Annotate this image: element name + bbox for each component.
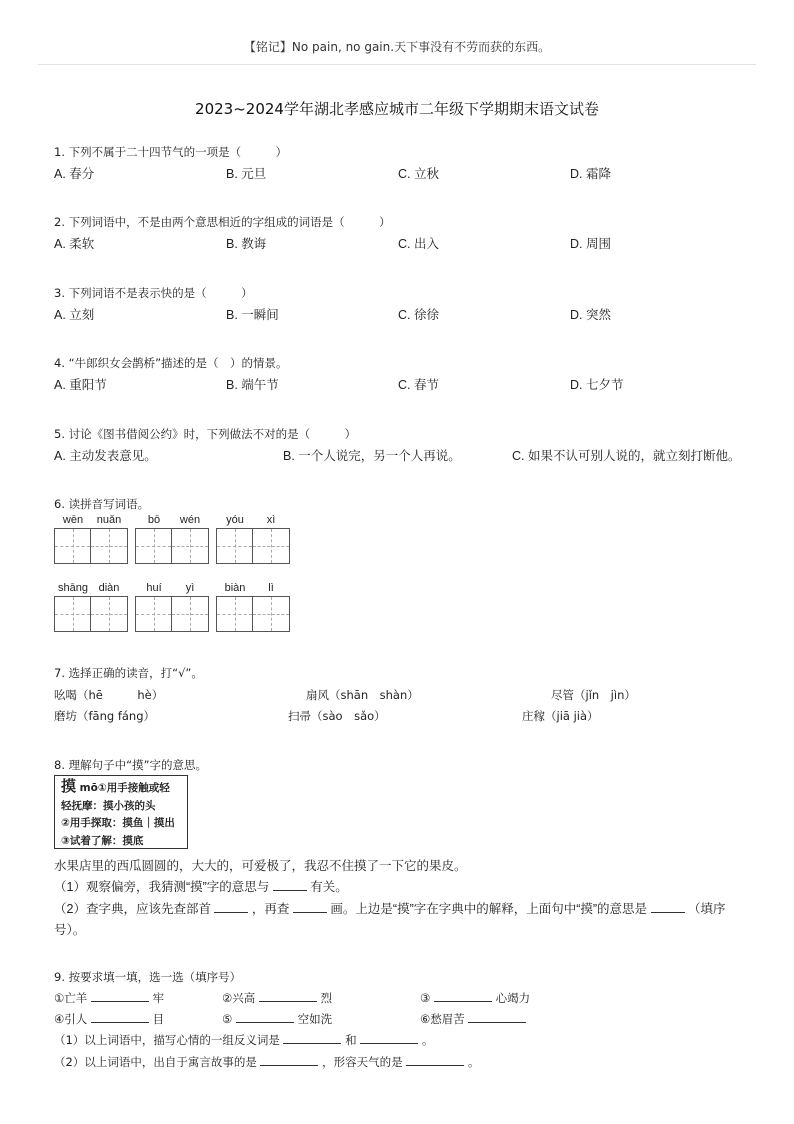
pinyin-label: nuǎn xyxy=(96,514,122,526)
q7-item-yaohe[interactable]: 吆喝（hē hè） xyxy=(54,688,164,702)
q4-option-b[interactable]: B. 端午节 xyxy=(226,378,279,392)
answer-blank[interactable] xyxy=(434,1001,492,1002)
answer-blank[interactable] xyxy=(273,890,307,891)
dictionary-char: 摸 xyxy=(61,777,77,795)
q5-option-c[interactable]: C. 如果不认可别人说的，就立刻打断他。 xyxy=(512,449,741,463)
q9-text: 。 xyxy=(421,1033,434,1047)
answer-blank[interactable] xyxy=(91,1022,149,1023)
q9-text: ⑥愁眉苦 xyxy=(420,1012,465,1026)
q9-stem: 9. 按要求填一填，选一选（填序号） xyxy=(54,970,242,984)
writing-grid[interactable] xyxy=(54,528,128,564)
dictionary-line: mō①用手接触或轻 xyxy=(79,782,170,794)
dictionary-line: ③试着了解：摸底 xyxy=(61,834,144,847)
q8-sub1-text: （1）观察偏旁，我猜测“摸”字的意思与 xyxy=(54,880,270,894)
q5-option-b[interactable]: B. 一个人说完，另一个人再说。 xyxy=(283,449,461,463)
answer-blank[interactable] xyxy=(651,912,685,913)
q2-option-d[interactable]: D. 周围 xyxy=(570,237,611,251)
q9-text: 牢 xyxy=(152,991,165,1005)
q8-sub1 xyxy=(54,877,348,895)
q4-option-a[interactable]: A. 重阳节 xyxy=(54,378,107,392)
pinyin-label: diàn xyxy=(98,582,120,594)
q9-text: （2）以上词语中，出自于寓言故事的是 xyxy=(54,1055,257,1069)
q9-sub2 xyxy=(54,1054,479,1070)
writing-grid[interactable] xyxy=(135,596,209,632)
q9-text: 心竭力 xyxy=(495,991,531,1005)
q3-option-c[interactable]: C. 徐徐 xyxy=(398,308,439,322)
q9-text: ①亡羊 xyxy=(54,991,88,1005)
q4-option-c[interactable]: C. 春节 xyxy=(398,378,439,392)
q9-text: （1）以上词语中，描写心情的一组反义词是 xyxy=(54,1033,280,1047)
q7-item-jinguan[interactable]: 尽管（jǐn jìn） xyxy=(551,688,636,702)
pinyin-label: yóu xyxy=(226,514,244,526)
q3-stem: 3. 下列词语不是表示快的是（ ） xyxy=(54,286,253,300)
q1-option-d[interactable]: D. 霜降 xyxy=(570,167,611,181)
q8-sub1-text-end: 有关。 xyxy=(310,880,348,894)
q3-option-b[interactable]: B. 一瞬间 xyxy=(226,308,279,322)
answer-blank[interactable] xyxy=(360,1043,418,1044)
pinyin-label: wēn xyxy=(62,514,84,526)
q1-option-c[interactable]: C. 立秋 xyxy=(398,167,439,181)
q1-option-b[interactable]: B. 元旦 xyxy=(226,167,267,181)
pinyin-label: yì xyxy=(185,582,195,594)
q9-item-6 xyxy=(420,1011,526,1027)
q9-text: ③ xyxy=(420,991,431,1005)
writing-grid[interactable] xyxy=(54,596,128,632)
dictionary-entry-box xyxy=(54,775,188,849)
q8-stem: 8. 理解句子中“摸”字的意思。 xyxy=(54,758,208,772)
answer-blank[interactable] xyxy=(236,1022,294,1023)
dictionary-line: 轻抚摩：摸小孩的头 xyxy=(61,799,156,812)
q2-option-b[interactable]: B. 教诲 xyxy=(226,237,267,251)
q9-text: 空如洗 xyxy=(297,1012,333,1026)
q1-option-a[interactable]: A. 春分 xyxy=(54,167,95,181)
q9-sub1 xyxy=(54,1032,433,1048)
pinyin-label: biàn xyxy=(224,582,246,594)
q2-stem: 2. 下列词语中，不是由两个意思相近的字组成的词语是（ ） xyxy=(54,215,391,229)
q7-stem: 7. 选择正确的读音，打“√”。 xyxy=(54,666,203,680)
answer-blank[interactable] xyxy=(468,1022,526,1023)
q8-sub2-text: ，再查 xyxy=(251,902,290,916)
q8-sentence: 水果店里的西瓜圆圆的，大大的，可爱极了，我忍不住摸了一下它的果皮。 xyxy=(54,859,467,873)
answer-blank[interactable] xyxy=(259,1001,317,1002)
q1-stem: 1. 下列不属于二十四节气的一项是（ ） xyxy=(54,145,288,159)
answer-blank[interactable] xyxy=(214,912,248,913)
answer-blank[interactable] xyxy=(293,912,327,913)
q9-item-4 xyxy=(54,1011,164,1027)
writing-grid[interactable] xyxy=(135,528,209,564)
answer-blank[interactable] xyxy=(283,1043,341,1044)
q6-stem: 6. 读拼音写词语。 xyxy=(54,497,150,511)
q4-stem: 4. “牛郎织女会鹊桥”描述的是（ ）的情景。 xyxy=(54,356,288,370)
q9-text: ④引人 xyxy=(54,1012,88,1026)
q8-sub2-text: （2）查字典，应该先查部首 xyxy=(54,902,211,916)
pinyin-label: bō xyxy=(147,514,161,526)
q2-option-a[interactable]: A. 柔软 xyxy=(54,237,95,251)
q9-item-5 xyxy=(222,1011,332,1027)
q9-text: 烈 xyxy=(320,991,333,1005)
q9-item-3 xyxy=(420,990,530,1006)
dictionary-line: ②用手探取：摸鱼｜摸出 xyxy=(61,817,175,829)
q2-option-c[interactable]: C. 出入 xyxy=(398,237,439,251)
q9-text: ⑤ xyxy=(222,1012,233,1026)
q9-text: 目 xyxy=(152,1012,165,1026)
pinyin-label: wén xyxy=(179,514,201,526)
answer-blank[interactable] xyxy=(91,1001,149,1002)
pinyin-label: xì xyxy=(266,514,276,526)
q8-sub2 xyxy=(54,899,726,917)
page-header-motto: 【铭记】No pain, no gain.天下事没有不劳而获的东西。 xyxy=(243,40,551,54)
q9-text: 和 xyxy=(345,1033,357,1047)
q3-option-d[interactable]: D. 突然 xyxy=(570,308,611,322)
q8-sub2-text: 画。上边是“摸”字在字典中的解释，上面句中“摸”的意思是 xyxy=(330,902,648,916)
q8-sub2-continued: 号）。 xyxy=(54,923,86,937)
writing-grid[interactable] xyxy=(216,528,290,564)
q9-item-1 xyxy=(54,990,164,1006)
q8-sub2-text: （填序 xyxy=(688,902,726,916)
writing-grid[interactable] xyxy=(216,596,290,632)
q3-option-a[interactable]: A. 立刻 xyxy=(54,308,95,322)
answer-blank[interactable] xyxy=(260,1065,318,1066)
q7-item-mofang[interactable]: 磨坊（fāng fáng） xyxy=(54,709,156,723)
answer-blank[interactable] xyxy=(406,1065,464,1066)
header-divider xyxy=(38,64,756,65)
exam-title: 2023~2024学年湖北孝感应城市二年级下学期期末语文试卷 xyxy=(195,100,599,118)
q9-text: 。 xyxy=(467,1055,480,1069)
q7-item-zhuangjia[interactable]: 庄稼（jiā jià） xyxy=(522,709,599,723)
q7-item-shanfeng[interactable]: 扇风（shān shàn） xyxy=(306,688,419,702)
q9-text: ②兴高 xyxy=(222,991,256,1005)
q5-option-a[interactable]: A. 主动发表意见。 xyxy=(54,449,157,463)
pinyin-label: huí xyxy=(146,582,162,594)
pinyin-label: lì xyxy=(268,582,274,594)
pinyin-label: shāng xyxy=(58,582,88,594)
q7-item-saozhou[interactable]: 扫帚（sào sǎo） xyxy=(288,709,386,723)
q9-text: ，形容天气的是 xyxy=(322,1055,403,1069)
q9-item-2 xyxy=(222,990,332,1006)
q4-option-d[interactable]: D. 七夕节 xyxy=(570,378,624,392)
q5-stem: 5. 讨论《图书借阅公约》时，下列做法不对的是（ ） xyxy=(54,427,357,441)
